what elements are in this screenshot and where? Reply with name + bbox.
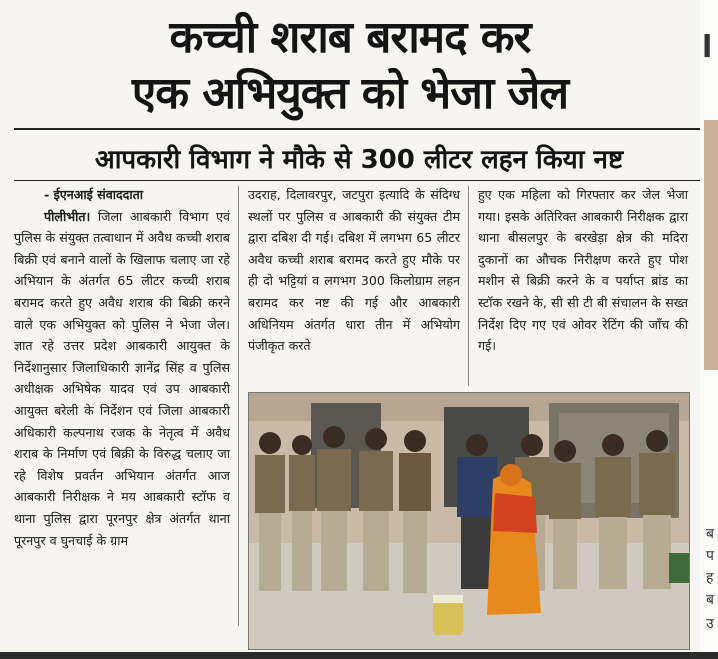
sidebar-glyph: ब (706, 592, 714, 608)
headline-rule (14, 128, 700, 130)
column-divider (468, 186, 469, 386)
article-column-3 (478, 184, 688, 357)
subheadline-rule (14, 180, 700, 181)
dateline: पीलीभीत। (44, 208, 91, 224)
column-1-text: जिला आबकारी विभाग एवं पुलिस के संयुक्त तत्वाधान में अवैध कच्ची शराब बिक्री एवं बनाने वालों के खिलाफ चलाए जा रहे अभियान के अंतर्गत 65 लीटर कच्ची शराब बरामद करते हुए अवैध शराब की बिक्री करने वाले एक अभियुक्त को पुलिस ने भेजा जेल। ज्ञात रहे उत्तर प्रदेश आबकारी आयुक्त के निर्देशानुसार जिलाधिकारी ज्ञानेंद्र सिंह व पुलिस अधीक्षक अभिषेक यादव एवं उप आबकारी आयुक्त बरेली के निर्देशन एवं जिला आबकारी अधिकारी कल्पनाथ रजक के नेतृत्व में अवैध शराब के निर्माण एवं बिक्री के विरुद्ध चलाए जा रहे विशेष प्रवर्तन अभियान अंतर्गत आज आबकारी निरीक्षक ने मय आबकारी स्टॉफ व थाना पुलिस द्वारा पूरनपुर क्षेत्र अंतर्गत थाना पूरनपुर व घुनचाई के ग्राम (14, 208, 230, 548)
byline: - ईएनआई संवाददाता (44, 187, 144, 202)
article-column-1 (14, 184, 230, 551)
sidebar-glyph: l (702, 30, 713, 65)
sidebar-glyph: प (706, 548, 714, 564)
sidebar-glyph: उ (706, 616, 714, 632)
headline-line-1: कच्ची शराब बरामद कर (169, 12, 531, 63)
sidebar-photo-edge (704, 120, 718, 370)
newspaper-photo (249, 393, 689, 649)
sidebar-glyph: ह (706, 570, 714, 586)
adjacent-article-fragment (700, 0, 718, 659)
column-3-text: हुए एक महिला को गिरफ्तार कर जेल भेजा गया। इसके अतिरिक्त आबकारी निरीक्षक द्वारा थाना बीसलपुर के बरखेड़ा क्षेत्र की मदिरा दुकानों का औचक निरीक्षण करते हुए पोश मशीन से बिक्री करने के व पर्याप्त ब्रांड का स्टॉक रखने के, सी सी टी बी संचालन के सख्त निर्देश दिए गए एवं ओवर रेटिंग की जाँच की गई। (478, 187, 688, 354)
confiscated-container (433, 595, 463, 635)
column-2-text: उदराह, दिलावरपुर, जटपुरा इत्यादि के संदिग्ध स्थलों पर पुलिस व आबकारी की संयुक्त टीम द्वारा दबिश दी गई। दबिश में लगभग 65 लीटर अवैध कच्ची शराब बरामद करते हुए मौके पर ही दो भट्टियां व लगभग 300 किलोग्राम लहन बरामद कर नष्ट की गई और आबकारी अधिनियम अंतर्गत धारा तीन में अभियोग पंजीकृत करते (248, 187, 460, 354)
subheadline: आपकारी विभाग ने मौके से 300 लीटर लहन किया नष्ट (94, 145, 624, 175)
article-column-2 (248, 184, 460, 357)
sidebar-glyph: ब (706, 526, 714, 542)
news-photo (248, 392, 690, 650)
page-bottom-rule (0, 652, 718, 659)
column-divider (238, 186, 239, 626)
headline-line-2: एक अभियुक्त को भेजा जेल (131, 68, 569, 119)
